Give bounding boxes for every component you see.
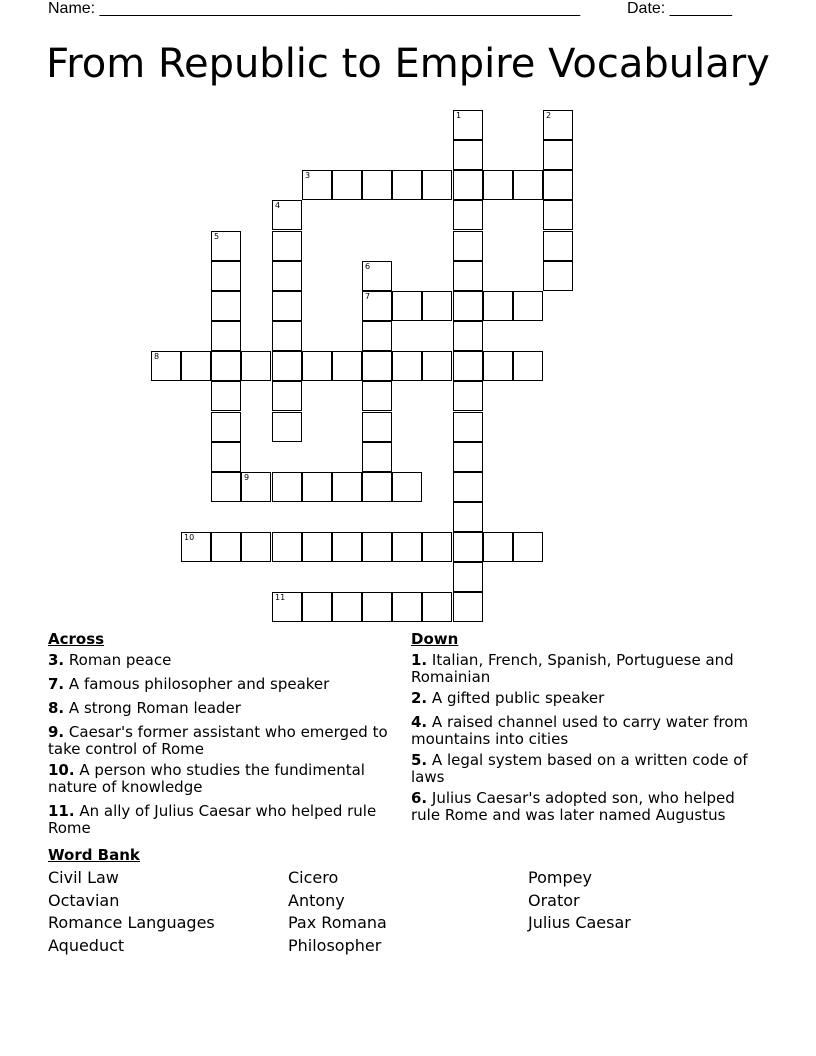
grid-cell[interactable] bbox=[272, 291, 302, 321]
grid-cell[interactable] bbox=[483, 351, 513, 381]
grid-cell[interactable] bbox=[453, 412, 483, 442]
grid-cell[interactable] bbox=[422, 170, 452, 200]
grid-cell[interactable] bbox=[241, 532, 271, 562]
grid-cell[interactable] bbox=[453, 502, 483, 532]
clue-number: 5 bbox=[214, 232, 220, 241]
grid-cell[interactable] bbox=[483, 170, 513, 200]
clue-number: 10. bbox=[48, 761, 75, 779]
grid-cell[interactable] bbox=[453, 110, 483, 140]
grid-cell[interactable] bbox=[513, 170, 543, 200]
grid-cell[interactable] bbox=[513, 291, 543, 321]
grid-cell[interactable] bbox=[211, 472, 241, 502]
grid-cell[interactable] bbox=[543, 170, 573, 200]
down-heading: Down bbox=[411, 630, 459, 648]
word-bank-item: Cicero bbox=[288, 868, 339, 887]
grid-cell[interactable] bbox=[211, 291, 241, 321]
grid-cell[interactable] bbox=[483, 291, 513, 321]
grid-cell[interactable] bbox=[362, 381, 392, 411]
clue-down-2 bbox=[411, 714, 756, 748]
clue-number: 7. bbox=[48, 675, 65, 693]
grid-cell[interactable] bbox=[272, 231, 302, 261]
grid-cell[interactable] bbox=[211, 442, 241, 472]
clue-number: 11. bbox=[48, 802, 75, 820]
grid-cell[interactable] bbox=[211, 532, 241, 562]
grid-cell[interactable] bbox=[453, 170, 483, 200]
clue-number: 3 bbox=[305, 171, 311, 180]
grid-cell[interactable] bbox=[392, 291, 422, 321]
grid-cell[interactable] bbox=[362, 472, 392, 502]
grid-cell[interactable] bbox=[362, 170, 392, 200]
grid-cell[interactable] bbox=[211, 231, 241, 261]
word-bank-item: Orator bbox=[528, 891, 580, 910]
grid-cell[interactable] bbox=[543, 261, 573, 291]
grid-cell[interactable] bbox=[211, 381, 241, 411]
grid-cell[interactable] bbox=[362, 291, 392, 321]
name-line: Name: ______________________________________________________ bbox=[48, 0, 581, 17]
clue-number: 8 bbox=[154, 352, 160, 361]
page-title: From Republic to Empire Vocabulary bbox=[46, 41, 770, 87]
clue-number: 9 bbox=[244, 473, 250, 482]
grid-cell[interactable] bbox=[543, 231, 573, 261]
grid-cell[interactable] bbox=[302, 592, 332, 622]
grid-cell[interactable] bbox=[302, 351, 332, 381]
grid-cell[interactable] bbox=[392, 532, 422, 562]
grid-cell[interactable] bbox=[181, 351, 211, 381]
word-bank-item: Romance Languages bbox=[48, 913, 215, 932]
clue-number: 1 bbox=[456, 111, 462, 120]
clue-number: 2 bbox=[546, 111, 552, 120]
clue-number: 7 bbox=[365, 292, 371, 301]
word-bank-item: Aqueduct bbox=[48, 936, 125, 955]
clue-number: 6. bbox=[411, 789, 428, 807]
grid-cell[interactable] bbox=[362, 351, 392, 381]
grid-cell[interactable] bbox=[453, 532, 483, 562]
word-bank-item: Civil Law bbox=[48, 868, 119, 887]
clue-text: A legal system based on a written code of laws bbox=[411, 751, 748, 786]
clue-across-3 bbox=[48, 724, 393, 758]
grid-cell[interactable] bbox=[332, 170, 362, 200]
grid-cell[interactable] bbox=[241, 351, 271, 381]
grid-cell[interactable] bbox=[422, 532, 452, 562]
across-heading: Across bbox=[48, 630, 105, 648]
grid-cell[interactable] bbox=[453, 321, 483, 351]
clue-down-0 bbox=[411, 652, 756, 686]
grid-cell[interactable] bbox=[453, 442, 483, 472]
clue-text: Italian, French, Spanish, Portuguese and Romainian bbox=[411, 651, 734, 686]
date-line: Date: _______ bbox=[627, 0, 732, 17]
clue-text: A person who studies the fundimental nature of knowledge bbox=[48, 761, 365, 796]
grid-cell[interactable] bbox=[392, 472, 422, 502]
clue-number: 3. bbox=[48, 651, 65, 669]
clue-number: 4. bbox=[411, 713, 428, 731]
word-bank-item: Philosopher bbox=[288, 936, 382, 955]
word-bank-heading: Word Bank bbox=[48, 846, 140, 864]
grid-cell[interactable] bbox=[362, 261, 392, 291]
grid-cell[interactable] bbox=[453, 140, 483, 170]
clue-text: Caesar's former assistant who emerged to take control of Rome bbox=[48, 723, 388, 758]
grid-cell[interactable] bbox=[272, 472, 302, 502]
grid-cell[interactable] bbox=[362, 532, 392, 562]
grid-cell[interactable] bbox=[272, 200, 302, 230]
grid-cell[interactable] bbox=[211, 412, 241, 442]
grid-cell[interactable] bbox=[302, 532, 332, 562]
grid-cell[interactable] bbox=[453, 291, 483, 321]
grid-cell[interactable] bbox=[272, 592, 302, 622]
clue-number: 11 bbox=[275, 593, 286, 602]
clue-text: A strong Roman leader bbox=[64, 699, 241, 717]
grid-cell[interactable] bbox=[453, 472, 483, 502]
clue-text: An ally of Julius Caesar who helped rule Rome bbox=[48, 802, 377, 837]
grid-cell[interactable] bbox=[453, 261, 483, 291]
grid-cell[interactable] bbox=[302, 472, 332, 502]
grid-cell[interactable] bbox=[543, 110, 573, 140]
grid-cell[interactable] bbox=[272, 381, 302, 411]
grid-cell[interactable] bbox=[362, 412, 392, 442]
grid-cell[interactable] bbox=[453, 381, 483, 411]
grid-cell[interactable] bbox=[362, 592, 392, 622]
grid-cell[interactable] bbox=[362, 442, 392, 472]
grid-cell[interactable] bbox=[453, 592, 483, 622]
clue-down-3 bbox=[411, 752, 756, 786]
clue-number: 2. bbox=[411, 689, 428, 707]
clue-down-1 bbox=[411, 690, 756, 707]
word-bank-item: Pompey bbox=[528, 868, 592, 887]
grid-cell[interactable] bbox=[332, 351, 362, 381]
grid-cell[interactable] bbox=[453, 351, 483, 381]
clue-across-4 bbox=[48, 762, 393, 796]
grid-cell[interactable] bbox=[272, 532, 302, 562]
grid-cell[interactable] bbox=[422, 592, 452, 622]
word-bank-item: Antony bbox=[288, 891, 345, 910]
grid-cell[interactable] bbox=[453, 231, 483, 261]
grid-cell[interactable] bbox=[151, 351, 181, 381]
clue-down-4 bbox=[411, 790, 756, 824]
grid-cell[interactable] bbox=[543, 140, 573, 170]
clue-number: 9. bbox=[48, 723, 65, 741]
grid-cell[interactable] bbox=[272, 351, 302, 381]
clue-number: 8. bbox=[48, 699, 65, 717]
grid-cell[interactable] bbox=[332, 532, 362, 562]
grid-cell[interactable] bbox=[513, 351, 543, 381]
grid-cell[interactable] bbox=[241, 472, 271, 502]
word-bank-item: Pax Romana bbox=[288, 913, 387, 932]
grid-cell[interactable] bbox=[422, 351, 452, 381]
grid-cell[interactable] bbox=[543, 200, 573, 230]
clue-across-0 bbox=[48, 652, 393, 669]
word-bank-item: Octavian bbox=[48, 891, 120, 910]
grid-cell[interactable] bbox=[272, 321, 302, 351]
clue-across-2 bbox=[48, 700, 393, 717]
word-bank-item: Julius Caesar bbox=[528, 913, 631, 932]
clue-text: Roman peace bbox=[64, 651, 172, 669]
grid-cell[interactable] bbox=[211, 261, 241, 291]
grid-cell[interactable] bbox=[272, 261, 302, 291]
grid-cell[interactable] bbox=[453, 562, 483, 592]
grid-cell[interactable] bbox=[272, 412, 302, 442]
clue-text: Julius Caesar's adopted son, who helped rule Rome and was later named Augustus bbox=[411, 789, 735, 824]
grid-cell[interactable] bbox=[332, 472, 362, 502]
clue-text: A famous philosopher and speaker bbox=[64, 675, 330, 693]
grid-cell[interactable] bbox=[211, 321, 241, 351]
clue-number: 6 bbox=[365, 262, 371, 271]
grid-cell[interactable] bbox=[362, 321, 392, 351]
clue-number: 4 bbox=[275, 201, 281, 210]
grid-cell[interactable] bbox=[483, 532, 513, 562]
grid-cell[interactable] bbox=[392, 170, 422, 200]
grid-cell[interactable] bbox=[181, 532, 211, 562]
grid-cell[interactable] bbox=[453, 200, 483, 230]
clue-number: 5. bbox=[411, 751, 428, 769]
grid-cell[interactable] bbox=[422, 291, 452, 321]
clue-text: A raised channel used to carry water from mountains into cities bbox=[411, 713, 749, 748]
clue-across-5 bbox=[48, 803, 393, 837]
clue-number: 10 bbox=[184, 533, 195, 542]
clue-number: 1. bbox=[411, 651, 428, 669]
grid-cell[interactable] bbox=[392, 351, 422, 381]
clue-across-1 bbox=[48, 676, 393, 693]
grid-cell[interactable] bbox=[513, 532, 543, 562]
clue-text: A gifted public speaker bbox=[427, 689, 605, 707]
grid-cell[interactable] bbox=[332, 592, 362, 622]
grid-cell[interactable] bbox=[211, 351, 241, 381]
grid-cell[interactable] bbox=[302, 170, 332, 200]
grid-cell[interactable] bbox=[392, 592, 422, 622]
